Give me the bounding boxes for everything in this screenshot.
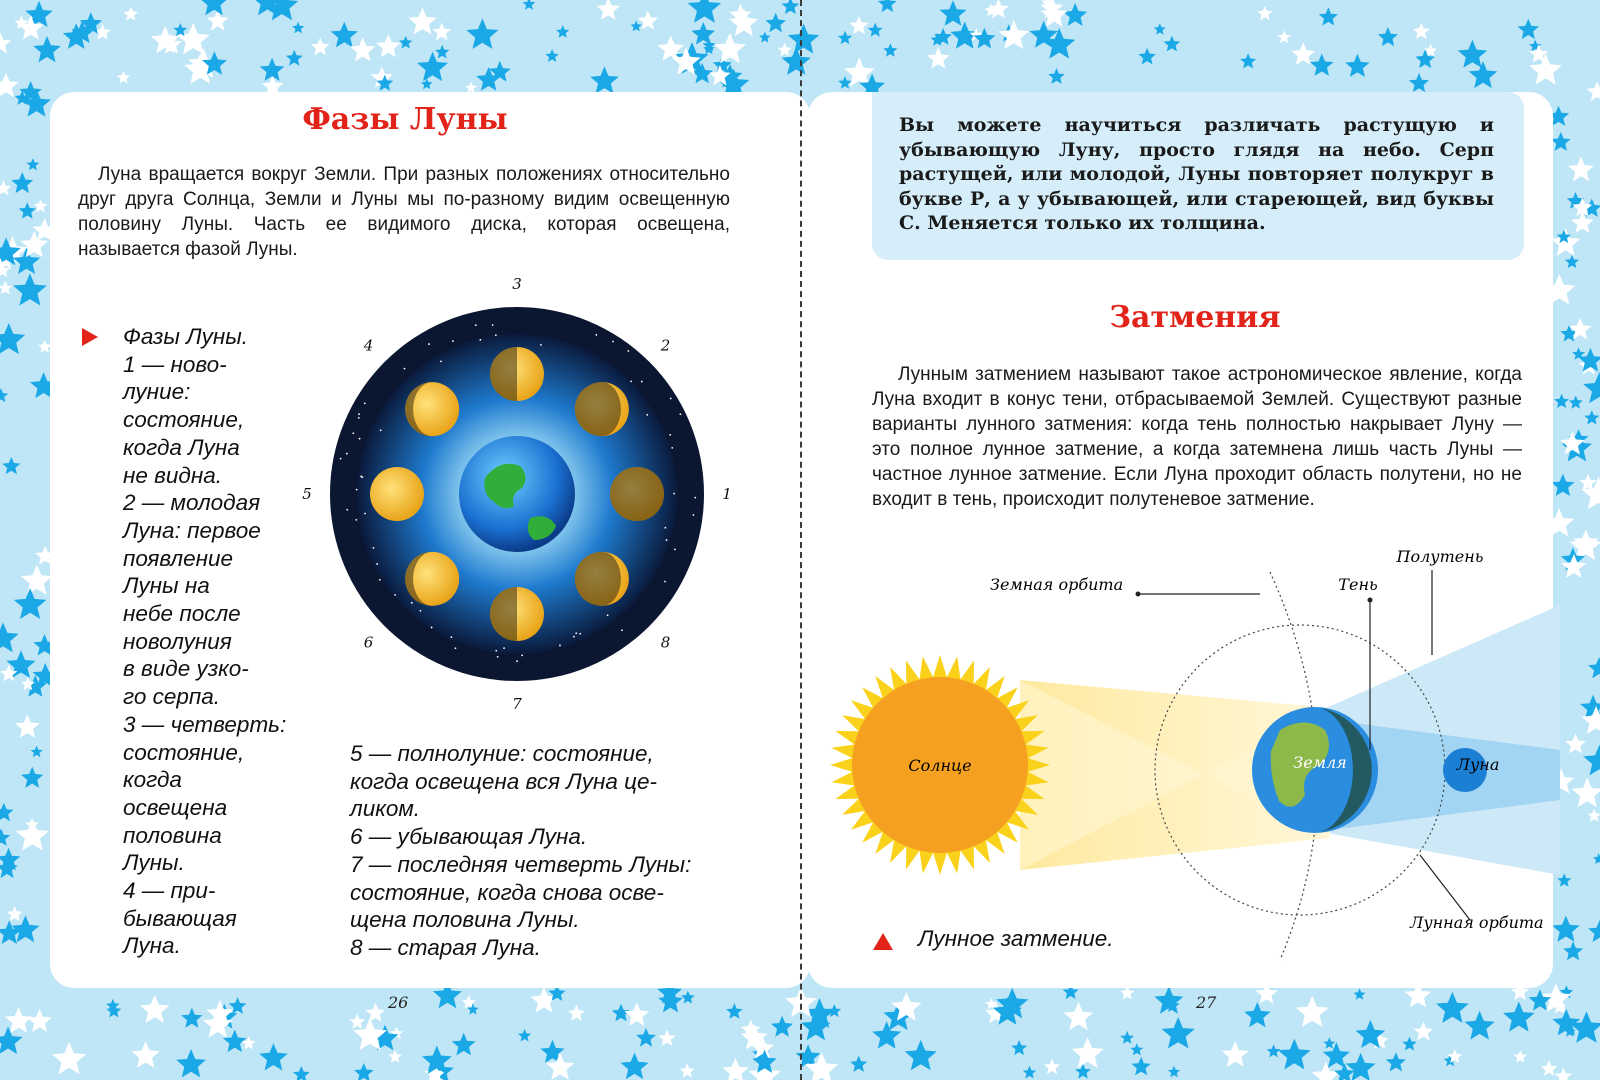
border-star [432, 23, 451, 41]
border-star [759, 32, 771, 43]
phase-number-6: 6 [363, 633, 374, 652]
border-star [223, 1030, 247, 1053]
space-star [670, 398, 672, 400]
border-star [838, 31, 852, 45]
space-star [346, 509, 348, 511]
space-star [379, 579, 381, 581]
label-penumbra: Полутень [1396, 547, 1484, 566]
space-star [428, 343, 430, 345]
border-star [868, 23, 883, 37]
border-star [849, 16, 868, 34]
border-star [714, 33, 746, 63]
border-star [1555, 1067, 1572, 1080]
label-sun: Солнце [908, 756, 972, 775]
border-star [1386, 1052, 1406, 1071]
border-star [1569, 396, 1583, 409]
space-star [355, 519, 357, 521]
border-star [1469, 61, 1498, 88]
moon-phases-caption-left: Фазы Луны. 1 — ново- луние: состояние, когда Луна не видна. 2 — молодая Луна: первое появление Луны на небе после новолуния в виде узко- го серпа. 3 — четверть: состояние, когда освещена половина Луны. 4 — при- бывающая Луна. [123, 324, 287, 959]
border-star [466, 18, 498, 49]
phase-number-8: 8 [660, 633, 671, 652]
space-star [479, 339, 481, 341]
space-star [516, 660, 518, 662]
border-star [1413, 23, 1430, 39]
space-star [440, 360, 442, 362]
border-star [726, 1003, 743, 1019]
border-star [1278, 1039, 1310, 1070]
phase-number-7: 7 [512, 695, 522, 713]
border-star [1138, 48, 1156, 65]
border-star [722, 1058, 749, 1080]
moon-phase-5 [370, 467, 424, 521]
border-star [0, 180, 11, 195]
border-star [14, 588, 47, 619]
border-star [11, 915, 39, 942]
border-star [350, 37, 375, 61]
border-star [1072, 1037, 1104, 1068]
border-star [408, 7, 436, 34]
border-star [34, 199, 48, 212]
space-star [673, 493, 675, 495]
border-star [523, 0, 536, 10]
border-star [782, 0, 800, 14]
space-star [612, 341, 614, 343]
border-star [940, 0, 967, 26]
border-star [778, 43, 792, 56]
space-star [630, 380, 632, 382]
border-star [286, 50, 303, 66]
space-star [573, 636, 575, 638]
border-star [293, 1066, 310, 1080]
border-star [31, 746, 43, 758]
page-fold [800, 0, 802, 1080]
space-star [492, 324, 494, 326]
border-star [1044, 1059, 1060, 1075]
border-star [21, 565, 53, 595]
border-star [421, 78, 433, 89]
space-star [495, 650, 497, 652]
border-star [435, 45, 449, 59]
space-star [540, 344, 542, 346]
border-star [11, 172, 33, 193]
border-star [624, 1002, 649, 1026]
phase-number-2: 2 [660, 336, 671, 355]
border-star [878, 0, 897, 12]
eclipses-intro: Лунным затмением называют такое астрономическое явление, когда Луна входит в конус тени, отбрасываемой Землей. Существуют разные варианты лунного затмения: когда тень полностью накрывает Луну — это полное лунное затмение, а когда затемнена лишь часть Луны — частное лунное затмение. Если Луна проходит область полутени, но не входит в тень, происходит полутеневое затмение. [872, 364, 1522, 510]
label-moon: Луна [1456, 755, 1500, 774]
border-star [311, 38, 330, 56]
border-star [1583, 745, 1600, 776]
space-star [671, 447, 673, 449]
space-star [356, 489, 358, 491]
phase-number-4: 4 [363, 336, 374, 355]
tip-text: Вы можете научиться различать растущую и убывающую Луну, просто глядя на небо. Серп растущей, или молодой, Луны повторяет полукруг в букве Р, а у убывающей, или стареющей, вид буквы С. Меняется только их толщина. [899, 114, 1494, 234]
space-star [373, 547, 375, 549]
border-star [838, 76, 852, 89]
border-star [1346, 1053, 1376, 1080]
border-star [200, 0, 229, 15]
border-star [19, 202, 36, 219]
space-star [627, 350, 629, 352]
border-star [1565, 255, 1579, 268]
border-star [1267, 1044, 1281, 1057]
border-star [1414, 1022, 1434, 1041]
space-star [358, 417, 360, 419]
border-star [376, 34, 400, 57]
border-star [771, 1016, 793, 1037]
border-star [399, 36, 413, 49]
border-star [388, 1050, 402, 1063]
space-star [607, 614, 609, 616]
space-star [420, 610, 422, 612]
space-star [376, 563, 378, 565]
earth-globe [459, 436, 575, 552]
border-star [1588, 920, 1600, 942]
space-star [521, 654, 523, 656]
space-star [579, 633, 581, 635]
border-star [2, 457, 20, 474]
label-earth: Земля [1293, 753, 1347, 772]
space-star [497, 656, 499, 658]
border-star [1568, 156, 1594, 181]
border-star [15, 714, 40, 738]
border-star [1571, 211, 1594, 233]
label-moon-orbit: Лунная орбита [1410, 913, 1544, 932]
border-star [688, 0, 722, 23]
border-star [1541, 1060, 1558, 1076]
page-title-eclipses: Затмения [1109, 300, 1281, 335]
border-star [123, 7, 138, 21]
border-star [33, 36, 61, 62]
border-star [1023, 1066, 1036, 1079]
border-star [1587, 809, 1600, 822]
border-star [1323, 1037, 1335, 1049]
border-star [1310, 54, 1334, 76]
border-star [1593, 853, 1600, 864]
border-star [1587, 81, 1600, 101]
border-star [1075, 1064, 1091, 1079]
border-star [1563, 941, 1583, 960]
space-star [674, 548, 676, 550]
border-star [1503, 1002, 1535, 1032]
border-star [27, 1009, 52, 1033]
space-star [346, 453, 348, 455]
space-star [352, 432, 354, 434]
border-star [259, 1043, 288, 1070]
border-star [631, 20, 642, 31]
phase-number-5: 5 [302, 485, 312, 503]
border-star [13, 273, 47, 305]
border-star [0, 388, 8, 402]
space-star [694, 497, 696, 499]
border-star [681, 991, 695, 1004]
border-star [1565, 734, 1586, 754]
border-star [518, 1029, 531, 1042]
space-star [664, 527, 666, 529]
space-star [360, 475, 362, 477]
border-star [1570, 1011, 1600, 1043]
border-star [365, 1003, 385, 1022]
phase-number-3: 3 [512, 275, 522, 293]
border-star [1164, 36, 1181, 52]
border-star [1353, 988, 1365, 1000]
label-shadow: Тень [1338, 575, 1378, 594]
border-star [1518, 19, 1539, 39]
moon-orbit-leader [1420, 855, 1470, 920]
border-star [680, 1063, 695, 1078]
border-star [1514, 1050, 1528, 1063]
space-star [359, 438, 361, 440]
border-star [788, 24, 820, 54]
border-star [1168, 1066, 1180, 1078]
caption-marker-icon [873, 933, 893, 950]
border-star [1554, 394, 1569, 408]
moon-phases-intro: Луна вращается вокруг Земли. При разных положениях относительно друг друга Солнца, Земли и Луны мы по-разному видим освещенную половину Луны. Часть ее видимого диска, которая освещена, называется фазой Луны. [78, 164, 730, 260]
space-star [475, 324, 477, 326]
border-star [1551, 132, 1571, 151]
border-star [52, 1042, 86, 1074]
border-star [452, 1033, 476, 1056]
eclipse-caption: Лунное затмение. [918, 926, 1114, 951]
border-star [1063, 3, 1087, 26]
border-star [1588, 657, 1600, 678]
space-star [358, 413, 360, 415]
border-star [568, 1005, 585, 1021]
space-star [431, 627, 433, 629]
border-star [1222, 1041, 1249, 1067]
moon-phases-diagram [280, 275, 750, 718]
space-star [641, 381, 643, 383]
border-star [176, 1049, 206, 1077]
border-star [0, 32, 11, 53]
border-star [999, 20, 1030, 49]
border-star [636, 1028, 656, 1047]
space-star [394, 594, 396, 596]
border-star [1551, 474, 1574, 496]
border-star [0, 281, 12, 295]
border-star [545, 49, 559, 62]
border-star [927, 47, 950, 69]
caption-marker-icon [82, 328, 98, 346]
space-star [595, 334, 597, 336]
border-star [1291, 42, 1315, 65]
border-star [1278, 30, 1291, 43]
border-star [21, 767, 43, 788]
border-star [1378, 27, 1398, 46]
page-number-left: 26 [388, 993, 409, 1012]
border-star [27, 158, 40, 170]
space-star [575, 632, 577, 634]
space-star [340, 458, 342, 460]
space-star [380, 429, 382, 431]
space-star [559, 645, 561, 647]
border-star [1240, 53, 1256, 68]
border-star [590, 66, 619, 93]
border-star [131, 1041, 159, 1068]
border-star [1465, 1011, 1495, 1040]
page-title-moon-phases: Фазы Луны [302, 102, 508, 137]
border-star [905, 1040, 937, 1071]
border-star [556, 25, 569, 38]
border-star [354, 1063, 374, 1080]
border-star [7, 906, 23, 921]
border-star [1131, 1057, 1151, 1076]
space-star [664, 581, 666, 583]
border-star [1572, 778, 1600, 808]
border-star [658, 1030, 675, 1046]
border-star [883, 43, 897, 57]
border-star [765, 13, 786, 33]
space-star [411, 602, 413, 604]
border-star [1296, 996, 1329, 1027]
lunar-eclipse-diagram [840, 547, 1560, 980]
border-star [207, 10, 229, 31]
space-star [450, 636, 452, 638]
border-star [349, 1014, 365, 1029]
label-earth-orbit: Земная орбита [990, 575, 1124, 594]
space-star [404, 368, 406, 370]
space-star [455, 647, 457, 649]
border-star [140, 995, 170, 1023]
border-star [597, 0, 620, 20]
border-star [0, 828, 10, 846]
border-star [331, 22, 358, 48]
space-star [495, 334, 497, 336]
border-star [1257, 6, 1272, 20]
border-star [0, 73, 19, 97]
border-star [1048, 68, 1065, 84]
border-star [0, 323, 25, 354]
border-star [1319, 7, 1338, 25]
border-star [1154, 23, 1166, 35]
space-star [621, 629, 623, 631]
border-star [1244, 1002, 1271, 1027]
border-star [1064, 1002, 1094, 1030]
border-star [1011, 1040, 1027, 1055]
border-star [1436, 992, 1469, 1023]
border-star [1409, 73, 1429, 92]
border-star [1402, 1037, 1417, 1051]
space-star [669, 434, 671, 436]
space-star [364, 513, 366, 515]
border-star [117, 71, 130, 84]
border-star [1120, 1031, 1134, 1044]
space-star [666, 539, 668, 541]
moon-shadow [610, 467, 664, 521]
moon-phases-caption-right: 5 — полнолуние: состояние, когда освещена вся Луна це- ликом. 6 — убывающая Луна. 7 — последняя четверть Луны: состояние, когда снова осве- щена половина Луны. 8 — старая Луна. [350, 741, 692, 960]
border-star [0, 622, 19, 652]
border-star [638, 11, 658, 30]
border-star [691, 22, 715, 45]
page-number-right: 27 [1196, 993, 1217, 1012]
border-star [0, 803, 14, 822]
border-star [1583, 372, 1600, 403]
space-star [452, 340, 454, 342]
border-star [850, 1056, 867, 1072]
border-star [292, 22, 304, 34]
space-star [679, 413, 681, 415]
space-star [646, 414, 648, 416]
border-star [1584, 410, 1599, 424]
border-star [181, 1008, 202, 1028]
border-star [1130, 1043, 1143, 1055]
space-star [503, 647, 505, 649]
border-star [621, 1053, 649, 1080]
border-star [1162, 1017, 1195, 1049]
space-star [693, 514, 695, 516]
phase-number-1: 1 [722, 485, 732, 503]
space-star [364, 403, 366, 405]
border-star [1345, 54, 1369, 77]
